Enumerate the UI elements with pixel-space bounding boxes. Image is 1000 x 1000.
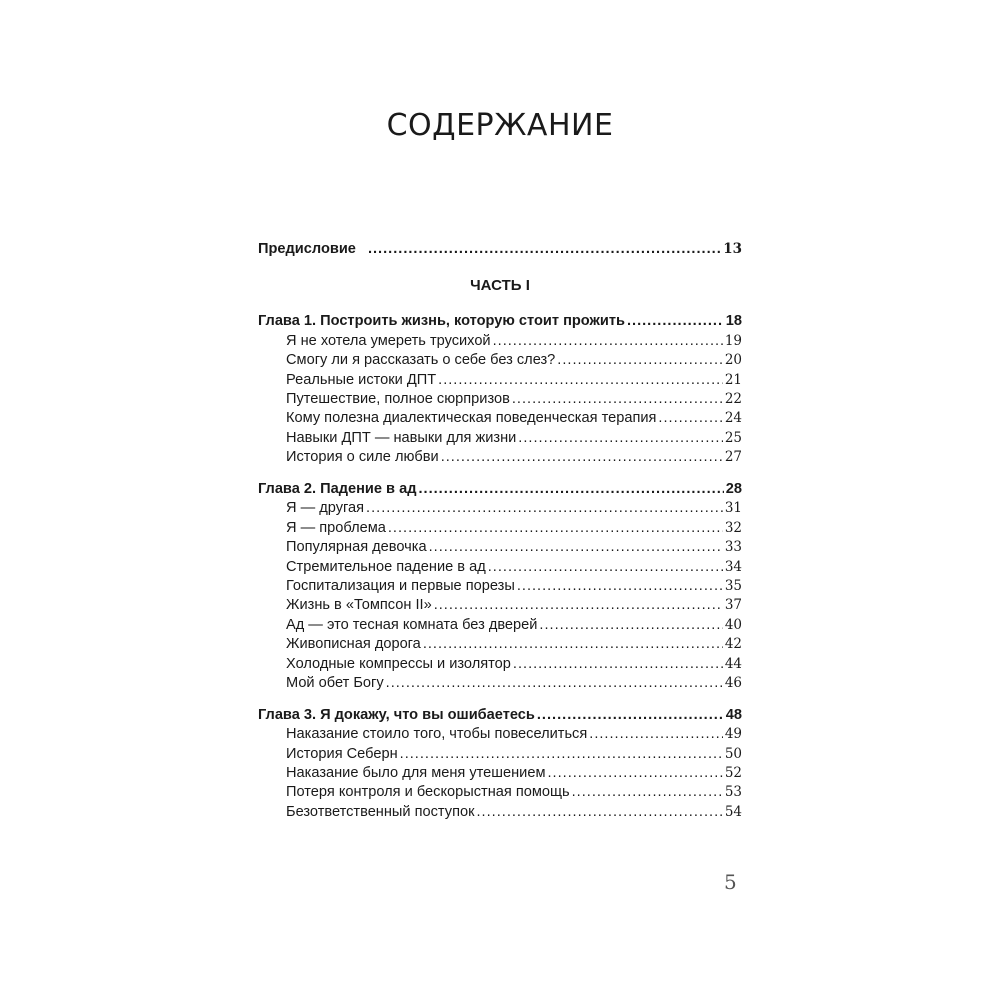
toc-entry-label: Глава 2. Падение в ад [258,481,417,498]
toc-entry-page: 54 [724,803,742,820]
toc-section [258,674,742,693]
toc-section [258,655,742,674]
toc-entry-page: 49 [724,726,742,743]
toc-entry-label: Холодные компрессы и изолятор [286,655,511,672]
toc-entry-label: Популярная девочка [286,539,427,556]
leader-dots [537,706,724,725]
leader-dots [418,480,723,499]
leader-dots [429,538,723,557]
toc-chapter-3 [258,706,742,725]
toc-entry-page: 13 [723,241,742,257]
toc-section [258,783,742,802]
leader-dots [517,577,723,596]
toc-entry-page: 52 [724,764,742,781]
leader-dots [539,616,722,635]
toc-entry-page: 21 [724,371,742,388]
toc-entry-page: 35 [724,577,742,594]
toc-section [258,725,742,744]
toc-entry-label: Предисловие [258,241,356,257]
toc-entry-label: История о силе любви [286,449,439,466]
toc-entry-page: 19 [724,332,742,349]
toc-entry-page: 33 [724,539,742,556]
table-of-contents [258,240,742,822]
toc-entry-label: Глава 1. Построить жизнь, которую стоит прожить [258,313,625,330]
leader-dots [368,240,721,259]
toc-entry-page: 34 [724,558,742,575]
part-heading: ЧАСТЬ I [470,277,530,295]
toc-section [258,616,742,635]
toc-entry-page: 24 [724,410,742,427]
toc-section [258,409,742,428]
toc-entry-label: Путешествие, полное сюрпризов [286,390,510,407]
toc-section [258,596,742,615]
toc-chapter-2 [258,480,742,499]
toc-entry-label: Жизнь в «Томпсон II» [286,597,432,614]
leader-dots [547,764,722,783]
toc-section [258,635,742,654]
toc-entry-label: Смогу ли я рассказать о себе без слез? [286,352,556,369]
toc-entry-label: Ад — это тесная комната без дверей [286,616,538,633]
toc-section [258,351,742,370]
toc-section [258,332,742,351]
toc-entry-page: 37 [724,597,742,614]
toc-entry-label: Глава 3. Я докажу, что вы ошибаетесь [258,706,535,723]
leader-dots [658,409,722,428]
leader-dots [386,674,723,693]
page-title: СОДЕРЖАНИЕ [386,108,614,143]
toc-section [258,499,742,518]
toc-entry-page: 28 [725,481,742,498]
toc-entry-page: 18 [725,313,742,330]
chapter-gap [258,693,742,706]
toc-entry-preface [258,240,742,259]
toc-entry-label: Наказание было для меня утешением [286,764,546,781]
leader-dots [512,390,723,409]
toc-entry-page: 48 [725,706,742,723]
toc-entry-page: 27 [724,449,742,466]
leader-dots [513,655,723,674]
toc-entry-label: Живописная дорога [286,636,421,653]
page-number: 5 [724,870,737,894]
toc-section [258,538,742,557]
toc-section [258,371,742,390]
toc-section [258,803,742,822]
toc-entry-page: 50 [724,745,742,762]
leader-dots [627,312,724,331]
leader-dots [366,499,723,518]
toc-entry-label: Кому полезна диалектическая поведенческая терапия [286,410,657,427]
toc-section [258,390,742,409]
toc-entry-label: Наказание стоило того, чтобы повеселиться [286,726,588,743]
leader-dots [400,745,723,764]
leader-dots [557,351,723,370]
toc-entry-label: История Себерн [286,745,398,762]
leader-dots [572,783,723,802]
toc-entry-label: Стремительное падение в ад [286,558,486,575]
toc-entry-label: Я — проблема [286,519,386,536]
chapter-list [258,312,742,822]
toc-entry-label: Я — другая [286,500,365,517]
toc-entry-label: Мой обет Богу [286,674,384,691]
toc-entry-label: Я не хотела умереть трусихой [286,332,491,349]
toc-entry-label: Госпитализация и первые порезы [286,577,515,594]
leader-dots [441,448,723,467]
toc-entry-page: 44 [724,655,742,672]
toc-entry-page: 20 [724,352,742,369]
toc-section [258,764,742,783]
toc-section [258,558,742,577]
toc-section [258,429,742,448]
leader-dots [438,371,723,390]
leader-dots [518,429,723,448]
leader-dots [423,635,723,654]
toc-entry-page: 40 [724,616,742,633]
leader-dots [589,725,723,744]
toc-entry-page: 32 [724,519,742,536]
toc-chapter-1 [258,312,742,331]
leader-dots [493,332,723,351]
toc-entry-page: 25 [724,429,742,446]
toc-entry-page: 31 [724,500,742,517]
toc-section [258,448,742,467]
toc-section [258,519,742,538]
toc-entry-label: Навыки ДПТ — навыки для жизни [286,429,517,446]
leader-dots [488,558,723,577]
toc-entry-label: Безответственный поступок [286,803,475,820]
chapter-gap [258,468,742,481]
toc-section [258,577,742,596]
leader-dots [477,803,723,822]
toc-entry-page: 53 [724,784,742,801]
leader-dots [434,596,723,615]
leader-dots [388,519,723,538]
toc-section [258,745,742,764]
toc-entry-page: 22 [724,390,742,407]
toc-entry-label: Реальные истоки ДПТ [286,371,437,388]
toc-entry-page: 42 [724,636,742,653]
toc-entry-page: 46 [724,674,742,691]
toc-entry-label: Потеря контроля и бескорыстная помощь [286,784,570,801]
